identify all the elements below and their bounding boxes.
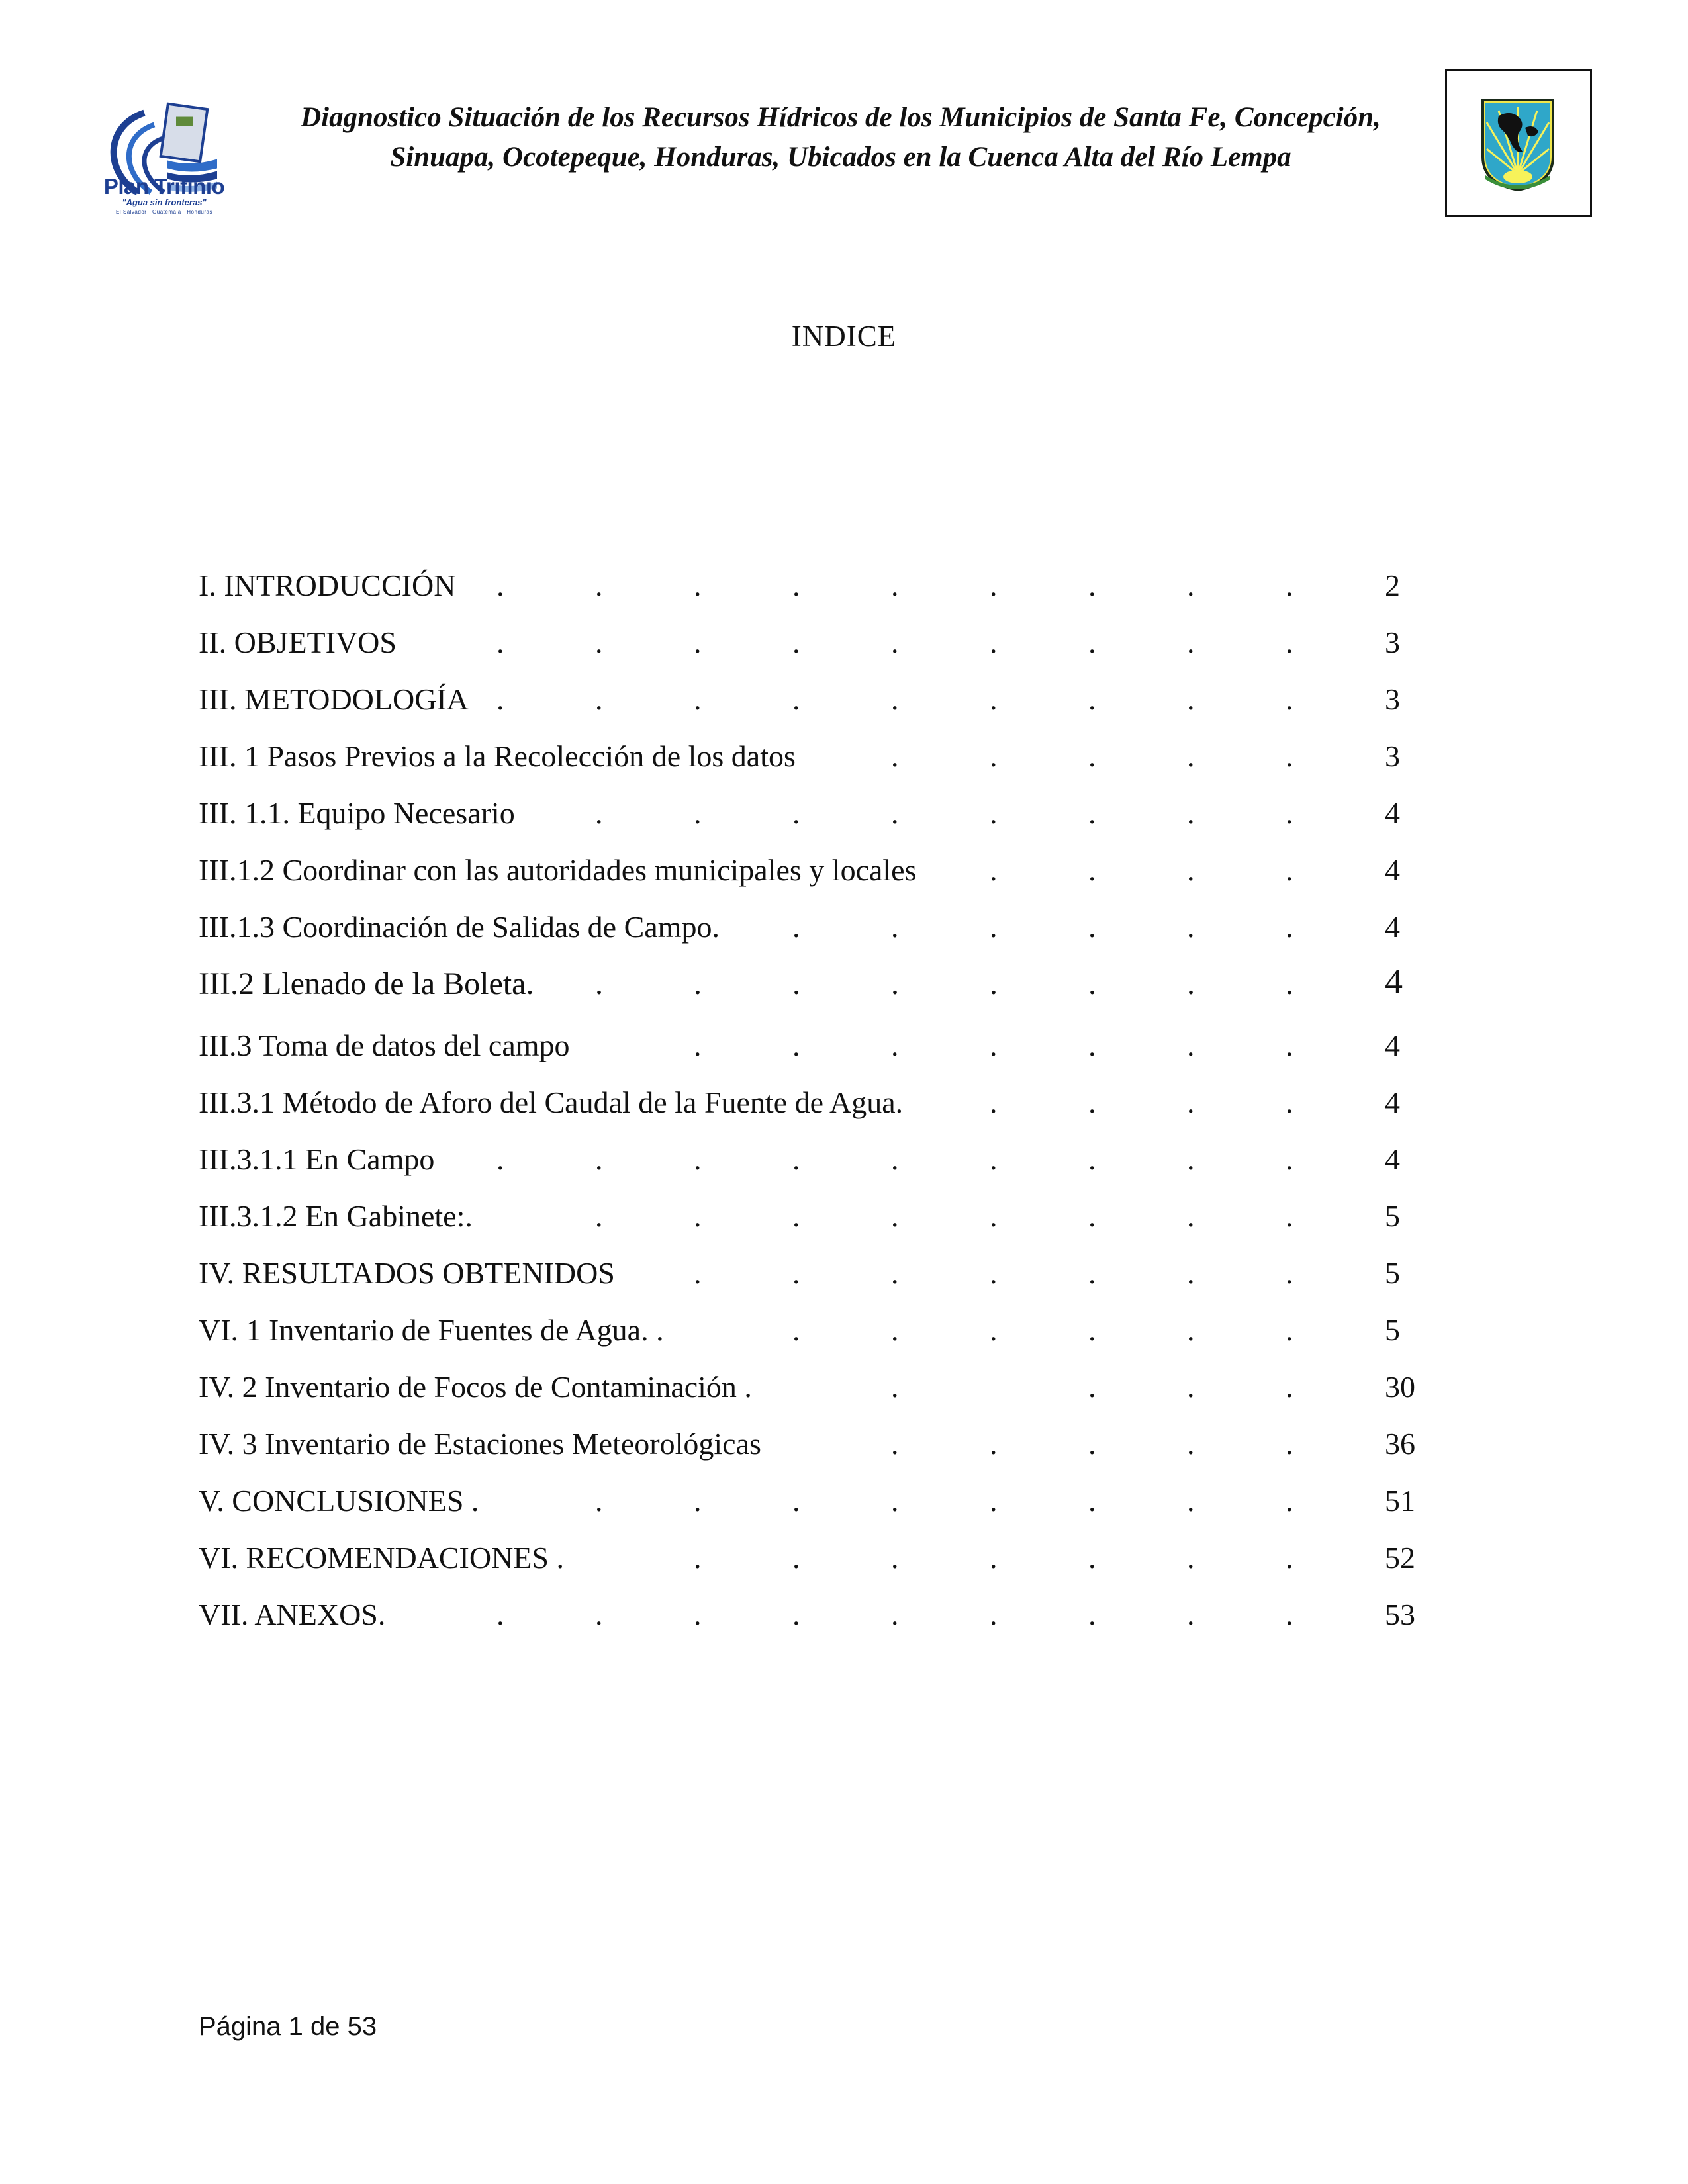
toc-dot-leader: . (1187, 569, 1195, 602)
toc-dot-leader: . (1286, 1313, 1293, 1347)
toc-entry-page: 4 (1385, 910, 1400, 944)
toc-dot-leader: . (1088, 910, 1096, 944)
toc-dot-leader: . (1088, 739, 1096, 773)
toc-dot-leader: . (694, 1541, 702, 1574)
toc-dot-leader: . (1286, 625, 1293, 659)
toc-dot-leader: . (792, 625, 800, 659)
toc-dot-leader: . (1286, 1142, 1293, 1176)
toc-dot-leader: . (990, 1313, 998, 1347)
toc-dot-leader: . (792, 1028, 800, 1062)
toc-entry-label: III.2 Llenado de la Boleta. (199, 966, 534, 1001)
toc-dot-leader: . (990, 1541, 998, 1574)
toc-dot-leader: . (694, 1028, 702, 1062)
toc-entry-page: 36 (1385, 1427, 1415, 1461)
header-title-line-2: Sinuapa, Ocotepeque, Honduras, Ubicados en la Cuenca Alta del Río Lempa (390, 142, 1291, 173)
toc-entry-page: 4 (1385, 1028, 1400, 1062)
toc-dot-leader: . (891, 569, 899, 602)
toc-dot-leader: . (990, 1598, 998, 1631)
toc-dot-leader: . (1088, 1541, 1096, 1574)
toc-dot-leader: . (792, 1484, 800, 1518)
toc-dot-leader: . (891, 1142, 899, 1176)
toc-entry-page: 53 (1385, 1598, 1415, 1631)
toc-dot-leader: . (1187, 1028, 1195, 1062)
toc-entry-label: IV. 3 Inventario de Estaciones Meteorológicas (199, 1427, 761, 1461)
toc-dot-leader: . (792, 1541, 800, 1574)
municipal-shield-icon (1479, 96, 1557, 193)
toc-dot-leader: . (891, 625, 899, 659)
toc-entry-page: 4 (1385, 796, 1400, 830)
toc-dot-leader: . (990, 739, 998, 773)
toc-entry[interactable] (199, 737, 1456, 794)
toc-dot-leader: . (792, 1199, 800, 1233)
toc-dot-leader: . (792, 682, 800, 716)
toc-dot-leader: . (694, 569, 702, 602)
toc-dot-leader: . (891, 1256, 899, 1290)
toc-dot-leader: . (595, 1598, 603, 1631)
toc-entry[interactable] (199, 850, 1456, 907)
toc-entry-label: III. METODOLOGÍA (199, 682, 469, 716)
toc-entry-page: 5 (1385, 1256, 1400, 1290)
toc-dot-leader: . (990, 682, 998, 716)
toc-dot-leader: . (1286, 1598, 1293, 1631)
toc-dot-leader: . (1286, 1541, 1293, 1574)
toc-entry-label: VI. 1 Inventario de Fuentes de Agua. . (199, 1313, 664, 1347)
toc-dot-leader: . (1088, 966, 1096, 1001)
toc-dot-leader: . (891, 1313, 899, 1347)
toc-dot-leader: . (990, 1256, 998, 1290)
toc-dot-leader: . (1187, 1199, 1195, 1233)
municipal-logo-box (1445, 69, 1592, 217)
toc-dot-leader: . (990, 1028, 998, 1062)
toc-dot-leader: . (595, 625, 603, 659)
toc-dot-leader: . (891, 796, 899, 830)
toc-dot-leader: . (1286, 1427, 1293, 1461)
toc-dot-leader: . (792, 966, 800, 1001)
toc-dot-leader: . (990, 1484, 998, 1518)
toc-dot-leader: . (694, 1484, 702, 1518)
toc-dot-leader: . (891, 1484, 899, 1518)
toc-dot-leader: . (990, 966, 998, 1001)
toc-dot-leader: . (694, 1598, 702, 1631)
logo-brand-text: Plan Trifinio (103, 174, 225, 199)
logo-tagline-text: "Agua sin fronteras" (122, 197, 207, 207)
toc-dot-leader: . (1088, 1313, 1096, 1347)
toc-entry[interactable] (199, 623, 1456, 680)
toc-dot-leader: . (1187, 625, 1195, 659)
toc-dot-leader: . (891, 1541, 899, 1574)
toc-dot-leader: . (1286, 966, 1293, 1001)
toc-dot-leader: . (1286, 569, 1293, 602)
toc-dot-leader: . (1187, 1085, 1195, 1119)
plan-trifinio-logo (91, 78, 237, 220)
toc-dot-leader: . (1088, 682, 1096, 716)
toc-dot-leader: . (990, 1142, 998, 1176)
document-header-title (258, 98, 1423, 177)
toc-entry[interactable] (199, 964, 1456, 1026)
toc-dot-leader: . (891, 1028, 899, 1062)
toc-entry-page: 2 (1385, 569, 1400, 602)
toc-entry-label: III.1.2 Coordinar con las autoridades municipales y locales (199, 853, 917, 887)
toc-entry-page: 3 (1385, 625, 1400, 659)
toc-entry[interactable] (199, 1083, 1456, 1140)
toc-dot-leader: . (595, 966, 603, 1001)
toc-dot-leader: . (1187, 1370, 1195, 1404)
toc-dot-leader: . (1286, 739, 1293, 773)
toc-dot-leader: . (595, 1142, 603, 1176)
toc-dot-leader: . (1286, 682, 1293, 716)
toc-dot-leader: . (1088, 569, 1096, 602)
toc-entry-page: 3 (1385, 739, 1400, 773)
toc-dot-leader: . (891, 1370, 899, 1404)
toc-entry[interactable] (199, 1140, 1456, 1197)
toc-entry[interactable] (199, 1253, 1456, 1310)
toc-dot-leader: . (891, 1427, 899, 1461)
toc-dot-leader: . (792, 1313, 800, 1347)
toc-dot-leader: . (595, 682, 603, 716)
toc-dot-leader: . (496, 569, 504, 602)
toc-entry-page: 4 (1385, 1142, 1400, 1176)
toc-dot-leader: . (891, 739, 899, 773)
toc-entry-label: VII. ANEXOS. (199, 1598, 386, 1631)
toc-dot-leader: . (1187, 1142, 1195, 1176)
toc-dot-leader: . (1187, 910, 1195, 944)
toc-entry-page: 30 (1385, 1370, 1415, 1404)
toc-dot-leader: . (1187, 1541, 1195, 1574)
toc-dot-leader: . (1187, 853, 1195, 887)
toc-dot-leader: . (1088, 1598, 1096, 1631)
toc-entry-label: III.3 Toma de datos del campo (199, 1028, 570, 1062)
toc-dot-leader: . (1187, 1427, 1195, 1461)
toc-dot-leader: . (1187, 796, 1195, 830)
toc-dot-leader: . (1187, 739, 1195, 773)
toc-entry[interactable] (199, 1197, 1456, 1253)
toc-entry[interactable] (199, 1538, 1456, 1595)
toc-dot-leader: . (694, 796, 702, 830)
toc-dot-leader: . (496, 1142, 504, 1176)
toc-entry-label: V. CONCLUSIONES . (199, 1484, 479, 1518)
table-of-contents (199, 566, 1456, 1652)
toc-dot-leader: . (1286, 1256, 1293, 1290)
toc-entry-label: III.1.3 Coordinación de Salidas de Campo. (199, 910, 720, 944)
toc-entry[interactable] (199, 1026, 1456, 1083)
toc-dot-leader: . (1088, 1028, 1096, 1062)
toc-dot-leader: . (496, 1598, 504, 1631)
toc-dot-leader: . (1187, 1484, 1195, 1518)
toc-dot-leader: . (891, 910, 899, 944)
toc-dot-leader: . (1088, 853, 1096, 887)
toc-dot-leader: . (595, 1199, 603, 1233)
toc-dot-leader: . (1286, 1370, 1293, 1404)
toc-entry-page: 51 (1385, 1484, 1415, 1518)
toc-entry-label: III. 1.1. Equipo Necesario (199, 796, 515, 830)
toc-dot-leader: . (990, 1427, 998, 1461)
toc-dot-leader: . (1187, 1313, 1195, 1347)
toc-entry-label: IV. RESULTADOS OBTENIDOS (199, 1256, 615, 1290)
toc-dot-leader: . (1088, 1085, 1096, 1119)
toc-dot-leader: . (1088, 1484, 1096, 1518)
toc-dot-leader: . (694, 1142, 702, 1176)
toc-dot-leader: . (1286, 910, 1293, 944)
toc-entry-label: III.3.1 Método de Aforo del Caudal de la Fuente de Agua. (199, 1085, 904, 1119)
toc-dot-leader: . (792, 1142, 800, 1176)
toc-dot-leader: . (694, 1199, 702, 1233)
toc-dot-leader: . (1286, 1085, 1293, 1119)
toc-dot-leader: . (1187, 966, 1195, 1001)
toc-dot-leader: . (1286, 796, 1293, 830)
toc-dot-leader: . (891, 1199, 899, 1233)
toc-dot-leader: . (1286, 1199, 1293, 1233)
toc-dot-leader: . (990, 1199, 998, 1233)
toc-dot-leader: . (694, 966, 702, 1001)
toc-dot-leader: . (1088, 796, 1096, 830)
toc-entry-label: III.3.1.2 En Gabinete:. (199, 1199, 473, 1233)
toc-entry[interactable] (199, 1310, 1456, 1367)
toc-dot-leader: . (694, 682, 702, 716)
toc-entry[interactable] (199, 1595, 1456, 1652)
toc-entry-label: II. OBJETIVOS (199, 625, 397, 659)
toc-dot-leader: . (891, 966, 899, 1001)
toc-dot-leader: . (891, 1598, 899, 1631)
toc-dot-leader: . (990, 1085, 998, 1119)
toc-dot-leader: . (595, 1484, 603, 1518)
toc-dot-leader: . (1088, 1370, 1096, 1404)
toc-dot-leader: . (496, 625, 504, 659)
toc-dot-leader: . (1187, 1256, 1195, 1290)
toc-dot-leader: . (990, 625, 998, 659)
toc-entry-page: 4 (1385, 962, 1403, 1001)
toc-entry[interactable] (199, 907, 1456, 964)
toc-entry[interactable] (199, 1424, 1456, 1481)
toc-dot-leader: . (1286, 853, 1293, 887)
toc-entry[interactable] (199, 566, 1456, 623)
toc-dot-leader: . (792, 910, 800, 944)
toc-entry-label: III.3.1.1 En Campo (199, 1142, 435, 1176)
toc-dot-leader: . (1088, 1427, 1096, 1461)
toc-dot-leader: . (891, 682, 899, 716)
toc-entry[interactable] (199, 1481, 1456, 1538)
toc-dot-leader: . (1088, 1142, 1096, 1176)
toc-entry-label: IV. 2 Inventario de Focos de Contaminación . (199, 1370, 752, 1404)
page-number-footer: Página 1 de 53 (199, 2012, 377, 2041)
toc-dot-leader: . (990, 796, 998, 830)
index-title: INDICE (791, 320, 897, 353)
toc-dot-leader: . (694, 1256, 702, 1290)
toc-entry-label: III. 1 Pasos Previos a la Recolección de los datos (199, 739, 796, 773)
toc-dot-leader: . (990, 569, 998, 602)
toc-dot-leader: . (792, 1598, 800, 1631)
toc-entry[interactable] (199, 1367, 1456, 1424)
toc-dot-leader: . (595, 796, 603, 830)
logo-countries-text: El Salvador · Guatemala · Honduras (116, 209, 212, 215)
toc-entry[interactable] (199, 794, 1456, 850)
toc-dot-leader: . (1286, 1484, 1293, 1518)
toc-dot-leader: . (1088, 1256, 1096, 1290)
toc-dot-leader: . (792, 796, 800, 830)
toc-entry-page: 52 (1385, 1541, 1415, 1574)
toc-dot-leader: . (1187, 682, 1195, 716)
toc-entry-page: 4 (1385, 853, 1400, 887)
toc-dot-leader: . (694, 625, 702, 659)
toc-dot-leader: . (792, 569, 800, 602)
toc-dot-leader: . (1088, 625, 1096, 659)
header-title-line-1: Diagnostico Situación de los Recursos Hídricos de los Municipios de Santa Fe, Concepción, (301, 102, 1381, 133)
toc-dot-leader: . (792, 1256, 800, 1290)
toc-entry-label: VI. RECOMENDACIONES . (199, 1541, 564, 1574)
toc-dot-leader: . (990, 910, 998, 944)
toc-entry-page: 5 (1385, 1313, 1400, 1347)
toc-dot-leader: . (1286, 1028, 1293, 1062)
toc-entry-page: 5 (1385, 1199, 1400, 1233)
toc-entry-page: 3 (1385, 682, 1400, 716)
toc-entry[interactable] (199, 680, 1456, 737)
toc-entry-label: I. INTRODUCCIÓN (199, 569, 456, 602)
toc-dot-leader: . (990, 853, 998, 887)
toc-dot-leader: . (595, 569, 603, 602)
toc-dot-leader: . (1187, 1598, 1195, 1631)
toc-dot-leader: . (496, 682, 504, 716)
toc-entry-page: 4 (1385, 1085, 1400, 1119)
toc-dot-leader: . (1088, 1199, 1096, 1233)
